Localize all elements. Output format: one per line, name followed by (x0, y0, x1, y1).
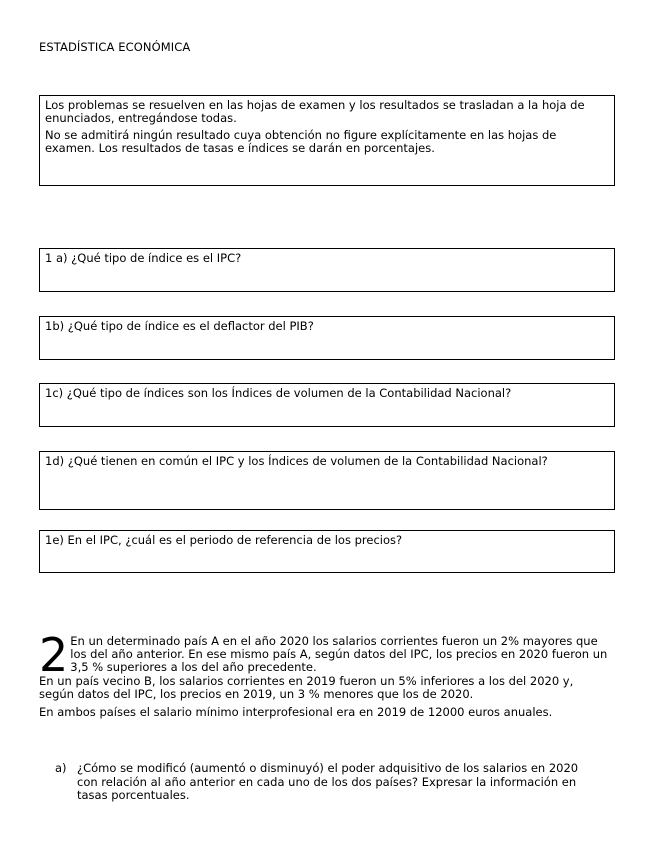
problem-2-subquestion-a (55, 762, 595, 803)
question-1a-box[interactable] (39, 248, 615, 292)
question-1c-text: 1c) ¿Qué tipo de índices son los Índices de volumen de la Contabilidad Nacional? (45, 386, 512, 400)
problem-2-number: 2 (39, 628, 69, 682)
page-title: ESTADÍSTICA ECONÓMICA (39, 40, 191, 54)
subquestion-a-text: ¿Cómo se modificó (aumentó o disminuyó) el poder adquisitivo de los salarios en 2020 con relación al año anterior en cada uno de los dos países? Expresar la información en tasas porcentuales. (77, 761, 579, 802)
question-1b-box[interactable] (39, 316, 615, 360)
question-1b-text: 1b) ¿Qué tipo de índice es el deflactor del PIB? (45, 319, 314, 333)
instructions-line-1: Los problemas se resuelven en las hojas de examen y los resultados se trasladan a la hoja de enunciados, entregándose todas. (45, 98, 585, 125)
problem-2 (39, 628, 609, 719)
instructions-line-2: No se admitirá ningún resultado cuya obtención no figure explícitamente en las hojas de examen. Los resultados de tasas e índices se darán en porcentajes. (45, 128, 557, 155)
question-1c-box[interactable] (39, 383, 615, 427)
question-1d-text: 1d) ¿Qué tienen en común el IPC y los Índices de volumen de la Contabilidad Nacional? (45, 454, 548, 468)
question-1a-text: 1 a) ¿Qué tipo de índice es el IPC? (45, 251, 242, 265)
problem-2-intro: En un determinado país A en el año 2020 los salarios corrientes fueron un 2% mayores que los del año anterior. En ese mismo país A, según datos del IPC, los precios en 2020 fueron un 3,5 % superiores a los del año precedente. (70, 634, 608, 674)
question-1e-text: 1e) En el IPC, ¿cuál es el periodo de referencia de los precios? (45, 533, 403, 547)
question-1e-box[interactable] (39, 530, 615, 573)
question-1d-box[interactable] (39, 451, 615, 510)
problem-2-paragraph-1: En un país vecino B, los salarios corrientes en 2019 fueron un 5% inferiores a los del 2020 y, según datos del IPC, los precios en 2019, un 3 % menores que los de 2020. (39, 674, 574, 701)
problem-2-paragraph-2: En ambos países el salario mínimo interprofesional era en 2019 de 12000 euros anuales. (39, 705, 553, 719)
instructions-box (39, 95, 615, 186)
subquestion-a-marker: a) (55, 761, 67, 775)
